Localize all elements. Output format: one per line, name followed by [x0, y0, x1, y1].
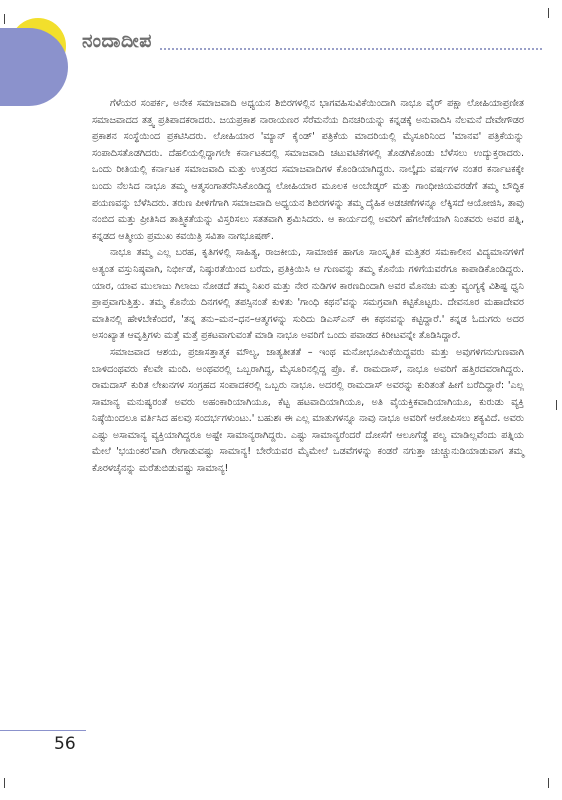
crop-mark: [548, 778, 549, 788]
paragraph: ಸಮಾಜವಾದ ಆಶಯ, ಪ್ರಜಾಸತ್ತಾತ್ಮಕ ಮೌಲ್ಯ, ಜಾತ್ಯತೀತತೆ – ಇಂಥ ಮನೋಭೂಮಿಕೆಯಿದ್ದವರು ಮತ್ತು ಅವುಗಳಿಗನುಗುಣವಾಗಿ ಬಾಳಿದಂಥವರು ಕೆಲವೇ ಮಂದಿ. ಅಂಥವರಲ್ಲಿ ಒಬ್ಬರಾಗಿದ್ದ, ಮೈಸೂರಿನಲ್ಲಿದ್ದ ಪ್ರೊ. ಕೆ. ರಾಮದಾಸ್, ನಾಭೂ ಅವರಿಗೆ ಹತ್ತಿರದವರಾಗಿದ್ದರು. ರಾಮದಾಸ್ ಕುರಿತ ಲೇಖನಗಳ ಸಂಗ್ರಹದ ಸಂಪಾದಕರಲ್ಲಿ ಒಬ್ಬರು ನಾಭೂ. ಅದರಲ್ಲಿ ರಾಮದಾಸ್ ಅವರನ್ನು ಕುರಿತಂತೆ ಹೀಗೆ ಬರೆದಿದ್ದಾರೆ: 'ಎಲ್ಲ ಸಾಮಾನ್ಯ ಮನುಷ್ಯರಂತೆ ಅವರು ಅಹಂಕಾರಿಯಾಗಿಯೂ, ಕೆಟ್ಟ ಹಟವಾದಿಯಾಗಿಯೂ, ಅತಿ ವೈಯಕ್ತಿಕವಾದಿಯಾಗಿಯೂ, ಕುರುಡು ವ್ಯಕ್ತಿ ನಿಷ್ಠೆಯಿಂದಲೂ ವರ್ತಿಸಿದ ಹಲವು ಸಂದರ್ಭಗಳುಂಟು.' ಬಹುಶಃ ಈ ಎಲ್ಲ ಮಾತುಗಳನ್ನೂ ನಾವು ನಾಭೂ ಅವರಿಗೆ ಆರೋಪಿಸಲು ಶಕ್ಯವಿದೆ. ಅವರು ಎಷ್ಟು ಅಸಾಮಾನ್ಯ ವ್ಯಕ್ತಿಯಾಗಿದ್ದರೂ ಅಷ್ಟೇ ಸಾಮಾನ್ಯರಾಗಿದ್ದರು. ಎಷ್ಟು ಸಾಮಾನ್ಯರೆಂದರೆ ದೋಸೆಗೆ ಆಲೂಗೆಡ್ಡೆ ಪಲ್ಯ ಮಾಡಿಲ್ಲವೆಂದು ಪತ್ನಿಯ ಮೇಲೆ 'ಭಯಂಕರ'ವಾಗಿ ರೇಗಾಡುವಷ್ಟು ಸಾಮಾನ್ಯ! ಬೇರೆಯವರ ಮೈಮೇಲೆ ಒಡವೆಗಳನ್ನು ಕಂಡರೆ ನಗುತ್ತಾ ಚುಚ್ಚುನುಡಿಯಾಡುವಾಗ ತಮ್ಮ ಕೊರಳಚೈನನ್ನು ಮರೆತುಬಿಡುವಷ್ಟು ಸಾಮಾನ್ಯ!: [92, 346, 524, 475]
paragraph: ನಾಭೂ ತಮ್ಮ ಎಲ್ಲ ಬರಹ, ಕೃತಿಗಳಲ್ಲಿ ಸಾಹಿತ್ಯ, ರಾಜಕೀಯ, ಸಾಮಾಜಿಕ ಹಾಗೂ ಸಾಂಸ್ಕೃತಿಕ ಮತ್ತಿತರ ಸಮಕಾಲೀನ ವಿದ್ಯಮಾನಗಳಿಗೆ ಅತ್ಯಂತ ವಸ್ತುನಿಷ್ಠವಾಗಿ, ನಿರ್ಭೀಡೆ, ನಿಷ್ಠುರತೆಯಿಂದ ಬರೆದು, ಪ್ರತಿಕ್ರಿಯಿಸಿ ಆ ಗುಣವನ್ನು ತಮ್ಮ ಕೊನೆಯ ಗಳಿಗೆಯವರೆಗೂ ಕಾಪಾಡಿಕೊಂಡಿದ್ದರು. ಯಾರ, ಯಾವ ಮುಲಾಜು ಗಿಲಾಜು ನೋಡದೆ ತಮ್ಮ ನಿಖರ ಮತ್ತು ನೇರ ನುಡಿಗಳ ಕಾರಣದಿಂದಾಗಿ ಅವರ ಮೊನಚು ಮತ್ತು ವ್ಯಂಗ್ಯಕ್ಕೆ ವಿಶಿಷ್ಟ ಧ್ವನಿ ಪ್ರಾಪ್ತವಾಗುತ್ತಿತ್ತು. ತಮ್ಮ ಕೊನೆಯ ದಿನಗಳಲ್ಲಿ ತಪಸ್ಸಿನಂತೆ ಕುಳಿತು 'ಗಾಂಧಿ ಕಥನ'ವನ್ನು ಸಮಗ್ರವಾಗಿ ಕಟ್ಟಿಕೊಟ್ಟರು. ದೇವನೂರ ಮಹಾದೇವರ ಮಾತಿನಲ್ಲಿ ಹೇಳಬೇಕೆಂದರೆ, 'ತನ್ನ ತನು–ಮನ–ಧನ–ಆತ್ಮಗಳನ್ನು ಸುರಿದು ಡಿಎಸ್ಎನ್ ಈ ಕಥನವನ್ನು ಕಟ್ಟಿದ್ದಾರೆ.' ಕನ್ನಡ ಓದುಗರು ಅದರ ಅಸಂಖ್ಯಾತ ಆವೃತ್ತಿಗಳು ಮತ್ತೆ ಮತ್ತೆ ಪ್ರಕಟವಾಗುವಂತೆ ಮಾಡಿ ನಾಭೂ ಅವರಿಗೆ ಒಂದು ಪವಾಡದ ಕಿರೀಟವನ್ನೇ ತೊಡಿಸಿದ್ದಾರೆ.: [92, 247, 524, 342]
header-dotted-rule: [160, 48, 542, 50]
crop-mark: [556, 400, 557, 410]
page-number: 56: [54, 734, 76, 754]
footer-rule: [0, 730, 86, 731]
running-header-title: ನಂದಾದೀಪ: [82, 30, 152, 52]
crop-mark: [4, 14, 5, 24]
paragraph: ಗೆಳೆಯರ ಸಂಪರ್ಕ, ಅನೇಕ ಸಮಾಜವಾದಿ ಅಧ್ಯಯನ ಶಿಬಿರಗಳಲ್ಲಿನ ಭಾಗವಹಿಸುವಿಕೆಯಿಂದಾಗಿ ನಾಭೂ ವೈರ್ ಪಕ್ಷಾ ಲೋಹಿಯಾಪ್ರಣೀತ ಸಮಾಜವಾದದ ತತ್ತ್ವ ಪ್ರತಿಪಾದಕರಾದರು. ಜಯಪ್ರಕಾಶ ನಾರಾಯಣರ ಸೆರೆಮನೆಯ ದಿನಚರಿಯನ್ನು ಕನ್ನಡಕ್ಕೆ ಅನುವಾದಿಸಿ ನೆಲಮನೆ ದೇವೇಗೌಡರ ಪ್ರಕಾಶನ ಸಂಸ್ಥೆಯಿಂದ ಪ್ರಕಟಿಸಿದರು. ಲೋಹಿಯಾರ 'ಮ್ಯಾನ್ ಕೈಂಡ್' ಪತ್ರಿಕೆಯ ಮಾದರಿಯಲ್ಲಿ ಮೈಸೂರಿನಿಂದ 'ಮಾನವ' ಪತ್ರಿಕೆಯನ್ನು ಸಂಪಾದಿಸತೊಡಗಿದರು. ದೆಹಲಿಯಲ್ಲಿದ್ದಾಗಲೇ ಕರ್ನಾಟಕದಲ್ಲಿ ಸಮಾಜವಾದಿ ಚಟುವಟಿಕೆಗಳಲ್ಲಿ ತೊಡಗಿಕೊಂಡು ಬೆಳೆಸಲು ಉದ್ಯುಕ್ತರಾದರು. ಒಂದು ರೀತಿಯಲ್ಲಿ ಕರ್ನಾಟಕ ಸಮಾಜವಾದಿ ಮತ್ತು ಉತ್ತರದ ಸಮಾಜವಾದಿಗಳ ಕೊಂಡಿಯಾಗಿದ್ದರು. ನಾಲ್ಕೈದು ವರ್ಷಗಳ ನಂತರ ಕರ್ನಾಟಕಕ್ಕೇ ಬಂದು ನೆಲಸಿದ ನಾಭೂ ತಮ್ಮ ಆತ್ಮಸಂಗಾತರೆನಿಸಿಕೊಂಡಿದ್ದ ಲೋಹಿಯಾರ ಮೂಲಕ ಅಂಬೇಡ್ಕರ್ ಮತ್ತು ಗಾಂಧೀಜಿಯವರಡೆಗೆ ತಮ್ಮ ಬೌದ್ಧಿಕ ಪಯಣವನ್ನು ಬೆಳೆಸಿದರು. ತರುಣ ಪೀಳಿಗೆಗಾಗಿ ಸಮಾಜವಾದಿ ಅಧ್ಯಯನ ಶಿಬಿರಗಳನ್ನು ತಮ್ಮ ದೈಹಿಕ ಅಡಚಣೆಗಳನ್ನೂ ಲೆಕ್ಕಿಸದೆ ಆಯೋಜಿಸಿ, ತಾವು ನಂಬಿದ ಮತ್ತು ಪ್ರೀತಿಸಿದ ತಾತ್ತ್ವಿಕತೆಯನ್ನು ವಿಸ್ತರಿಸಲು ಸತತವಾಗಿ ಶ್ರಮಿಸಿದರು. ಆ ಕಾರ್ಯದಲ್ಲಿ ಅವರಿಗೆ ಹೆಗಲೆಣೆಯಾಗಿ ನಿಂತವರು ಅವರ ಪತ್ನಿ, ಕನ್ನಡದ ಆತ್ಮೀಯ ಪ್ರಮುಖ ಕವಯಿತ್ರಿ ಸವಿತಾ ನಾಗಭೂಷಣ್.: [92, 98, 524, 242]
body-text: [92, 96, 524, 478]
crop-mark: [4, 778, 5, 788]
crop-mark: [548, 8, 549, 18]
